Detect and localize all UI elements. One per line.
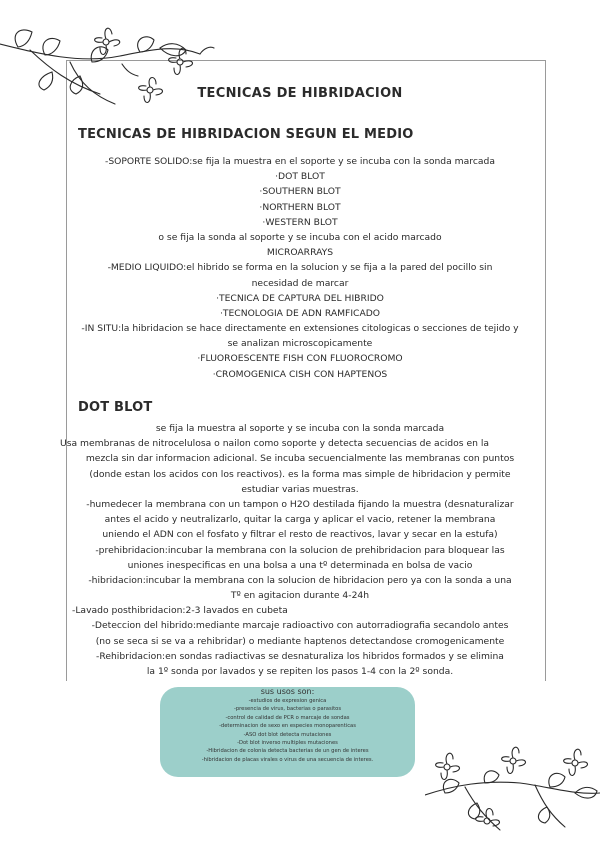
text-line: ·FLUOROESCENTE FISH CON FLUOROCROMO: [197, 353, 403, 365]
text-line: mezcla sin dar informacion adicional. Se incuba secuencialmente las membranas con puntos: [85, 453, 515, 465]
text-line: ·SOUTHERN BLOT: [259, 186, 341, 198]
uses-item: -Dot blot inverso multiples mutaciones: [237, 740, 338, 747]
text-line: uniones inespecificas en una bolsa a una tº determinada en bolsa de vacio: [127, 559, 473, 571]
text-line: ·WESTERN BLOT: [262, 216, 338, 228]
text-line: -humedecer la membrana con un tampon o H2O destilada fijando la muestra (desnaturalizar: [86, 498, 514, 510]
text-line: -MEDIO LIQUIDO:el hibrido se forma en la solucion y se fija a la pared del pocillo sin: [107, 262, 493, 274]
section-heading-medio: TECNICAS DE HIBRIDACION SEGUN EL MEDIO: [78, 127, 414, 142]
text-line: -SOPORTE SOLIDO:se fija la muestra en el soporte y se incuba con la sonda marcada: [105, 156, 495, 167]
uses-box: [160, 687, 415, 777]
text-line: -hibridacion:incubar la membrana con la solucion de hibridacion pero ya con la sonda a una: [88, 574, 512, 586]
uses-item: -presencia de virus, bacterias o parasitos: [233, 706, 342, 713]
text-line: ·CROMOGENICA CISH CON HAPTENOS: [212, 368, 388, 380]
text-line: estudiar varias muestras.: [241, 483, 359, 495]
text-line: se analizan microscopicamente: [227, 338, 373, 350]
text-line: ·NORTHERN BLOT: [259, 201, 341, 213]
text-line: necesidad de marcar: [251, 277, 349, 289]
text-line: ·DOT BLOT: [275, 171, 325, 183]
uses-item: -determinacion de sexo en especies monoparenticas: [219, 723, 356, 730]
text-line: la 1º sonda por lavados y se repiten los pasos 1-4 con la 2º sonda.: [146, 666, 454, 677]
text-line: ·TECNOLOGIA DE ADN RAMFICADO: [219, 307, 381, 319]
text-line: -Deteccion del hibrido:mediante marcaje radioactivo con autorradiografia secandolo antes: [91, 620, 509, 632]
text-line: Tº en agitacion durante 4-24h: [230, 590, 370, 602]
uses-item: -control de calidad de PCR o marcaje de sondas: [225, 714, 350, 721]
section-heading-dot-blot: DOT BLOT: [78, 400, 153, 415]
section-medio-body: [60, 154, 540, 382]
uses-item: -Hibridacion de colonia detecta bacterias de un gen de interes: [206, 748, 369, 755]
page-title: TECNICAS DE HIBRIDACION: [197, 86, 403, 101]
text-line: -prehibridacion:incubar la membrana con la solucion de prehibridacion para bloquear las: [95, 544, 505, 556]
text-line: o se fija la sonda al soporte y se incuba con el acido marcado: [158, 231, 442, 243]
uses-heading: sus usos son:: [260, 687, 315, 696]
floral-branch-icon: [425, 735, 600, 835]
text-line: (donde estan los acidos con los reactivos). es la forma mas simple de hibridacion y permite: [89, 468, 511, 480]
text-line: se fija la muestra al soporte y se incuba con la sonda marcada: [155, 423, 445, 434]
text-line: ·TECNICA DE CAPTURA DEL HIBRIDO: [216, 292, 384, 304]
text-line: antes el acido y neutralizarlo, quitar la carga y aplicar el vacio, retener la membrana: [104, 514, 496, 526]
text-line: MICROARRAYS: [266, 247, 334, 259]
uses-item: -ASO dot blot detecta mutaciones: [243, 731, 332, 738]
uses-item: -hibridacion de placas virales o virus de una secuencia de interes.: [201, 756, 374, 763]
text-line: Usa membranas de nitrocelulosa o nailon como soporte y detecta secuencias de acidos en la: [60, 438, 490, 450]
text-line: (no se seca si se va a rehibridar) o mediante haptenos detectandose cromogenicamente: [95, 635, 505, 647]
text-line: -Lavado posthibridacion:2-3 lavados en cubeta: [72, 605, 288, 617]
text-line: -IN SITU:la hibridacion se hace directamente en extensiones citologicas o secciones de tejido y: [81, 323, 519, 335]
section-dot-blot-body: [60, 421, 540, 679]
text-line: uniendo el ADN con el fosfato y filtrar el resto de reactivos, lavar y secar en la estufa): [102, 529, 498, 541]
text-line: -Rehibridacion:en sondas radiactivas se desnaturaliza los hibridos formados y se elimina: [96, 650, 504, 662]
uses-item: -estudios de expresion genica: [248, 698, 327, 704]
